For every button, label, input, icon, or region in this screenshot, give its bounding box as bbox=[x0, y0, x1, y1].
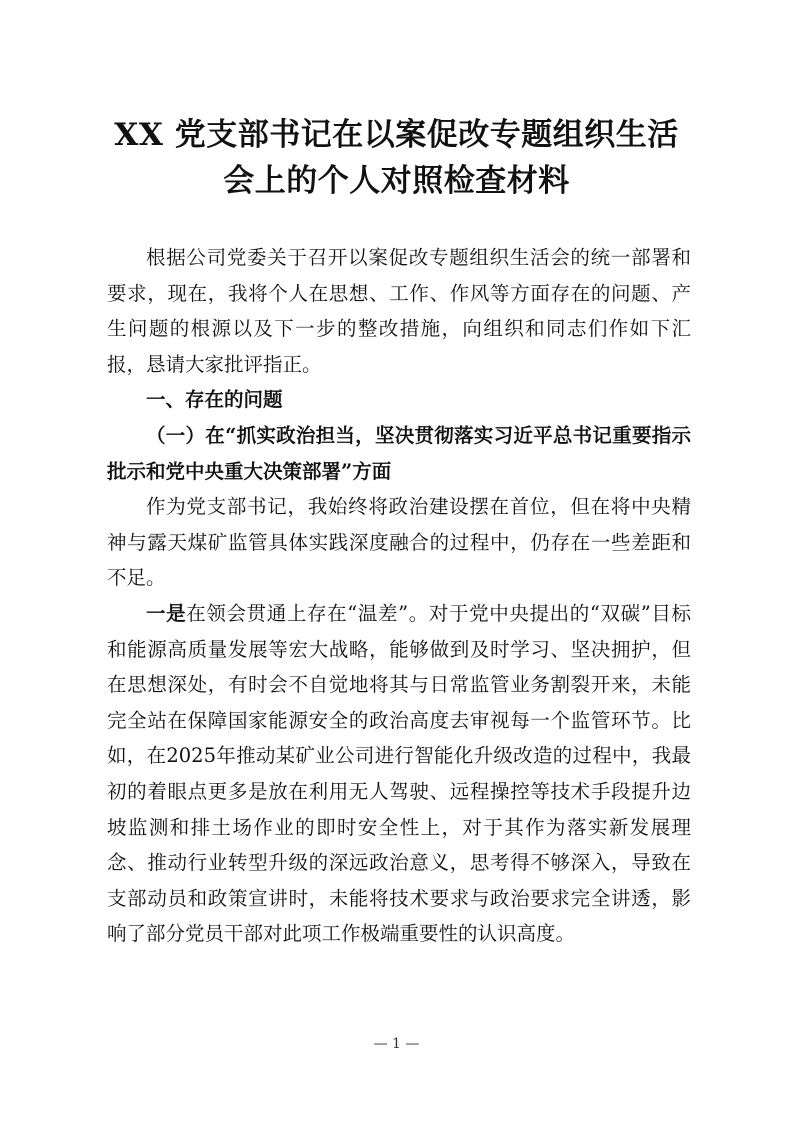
page-number: — 1 — bbox=[373, 1036, 420, 1052]
point-one-text: 在领会贯通上存在“温差”。对于党中央提出的“双碳”目标和能源高质量发展等宏大战略，能够做到及时学习、坚决拥护，但在思想深处，有时会不自觉地将其与日常监管业务割裂开来，未能完全站在保障国家能源安全的政治高度去审视每一个监管环节。比如，在2025年推动某矿业公司进行智能化升级改造的过程中，我最初的着眼点更多是放在利用无人驾驶、远程操控等技术手段提升边坡监测和排土场作业的即时安全性上，对于其作为落实新发展理念、推动行业转型升级的深远政治意义，思考得不够深入，导致在支部动员和政策宣讲时，未能将技术要求与政治要求完全讲透，影响了部分党员干部对此项工作极端重要性的认识高度。 bbox=[107, 601, 691, 946]
title-line-2: 会上的个人对照检查材料 bbox=[223, 163, 570, 199]
point-one-lead: 一是 bbox=[146, 601, 187, 625]
intro-paragraph: 根据公司党委关于召开以案促改专题组织生活会的统一部署和要求，现在，我将个人在思想、工作、作风等方面存在的问题、产生问题的根源以及下一步的整改措施，向组织和同志们作如下汇报，恳请大家批评指正。 bbox=[107, 246, 691, 376]
title-line-1: XX 党支部书记在以案促改专题组织生活 bbox=[114, 117, 679, 153]
point-one-paragraph bbox=[107, 596, 691, 952]
subsection-heading-political: （一）在“抓实政治担当，坚决贯彻落实习近平总书记重要指示批示和党中央重大决策部署”方面 bbox=[107, 423, 691, 483]
document-title bbox=[60, 112, 733, 204]
subsection-intro-paragraph: 作为党支部书记，我始终将政治建设摆在首位，但在将中央精神与露天煤矿监管具体实践深度融合的过程中，仍存在一些差距和不足。 bbox=[107, 495, 691, 590]
section-heading-problems: 一、存在的问题 bbox=[146, 388, 283, 412]
document-body bbox=[107, 240, 691, 952]
